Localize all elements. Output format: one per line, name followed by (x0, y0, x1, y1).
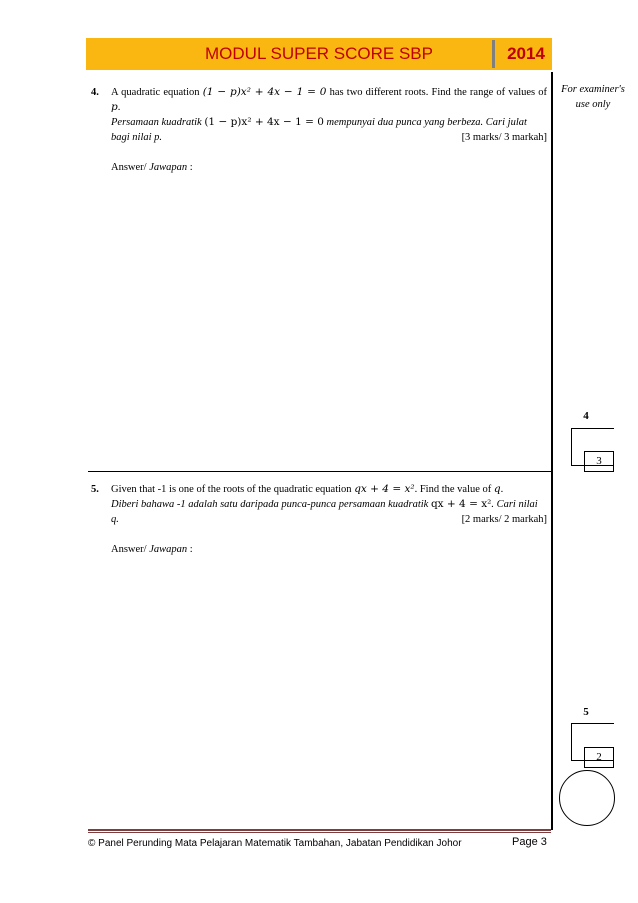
question-text-en: Given that -1 is one of the roots of the quadratic equation qx + 4 = x². Find the value of q. (111, 483, 504, 495)
question-5 (91, 482, 547, 557)
mark-box-number: 4 (583, 410, 589, 422)
total-marks-circle (559, 770, 615, 826)
footer-credit: © Panel Perunding Mata Pelajaran Matematik Tambahan, Jabatan Pendidikan Johor (88, 838, 462, 849)
question-text-ms: Persamaan kuadratik (1 − p)x² + 4x − 1 = 0 mempunyai dua punca yang berbeza. Cari julat bagi nilai p. [3 marks/ 3 markah] (111, 116, 547, 143)
question-4 (91, 85, 547, 175)
question-separator (88, 471, 552, 472)
question-number: 4. (91, 87, 99, 98)
mark-box-number: 5 (583, 706, 589, 718)
page-number: Page 3 (512, 836, 547, 848)
question-text-en: A quadratic equation (1 − p)x² + 4x − 1 = 0 has two different roots. Find the range of values of p. (111, 86, 548, 113)
answer-label: Answer/ Jawapan : (111, 544, 193, 555)
module-year: 2014 (507, 44, 545, 63)
header-divider (492, 40, 495, 68)
answer-label: Answer/ Jawapan : (111, 162, 193, 173)
question-text-ms: Diberi bahawa -1 adalah satu daripada punca-punca persamaan kuadratik qx + 4 = x². Cari nilai q. [2 marks/ 2 markah] (111, 498, 547, 525)
marks-label: [2 marks/ 2 markah] (461, 514, 547, 525)
mark-box-score: 2 (584, 747, 614, 768)
mark-box-score: 3 (584, 451, 614, 472)
module-title: MODUL SUPER SCORE SBP (205, 44, 433, 63)
marks-label: [3 marks/ 3 markah] (461, 132, 547, 143)
equation: qx + 4 = x² (354, 483, 415, 495)
examiner-note: For examiner's use only (561, 84, 625, 110)
question-number: 5. (91, 484, 99, 495)
footer-rule (88, 829, 551, 831)
footer-rule-thin (88, 832, 551, 833)
equation: (1 − p)x² + 4x − 1 = 0 (202, 86, 327, 98)
margin-divider (551, 72, 553, 830)
